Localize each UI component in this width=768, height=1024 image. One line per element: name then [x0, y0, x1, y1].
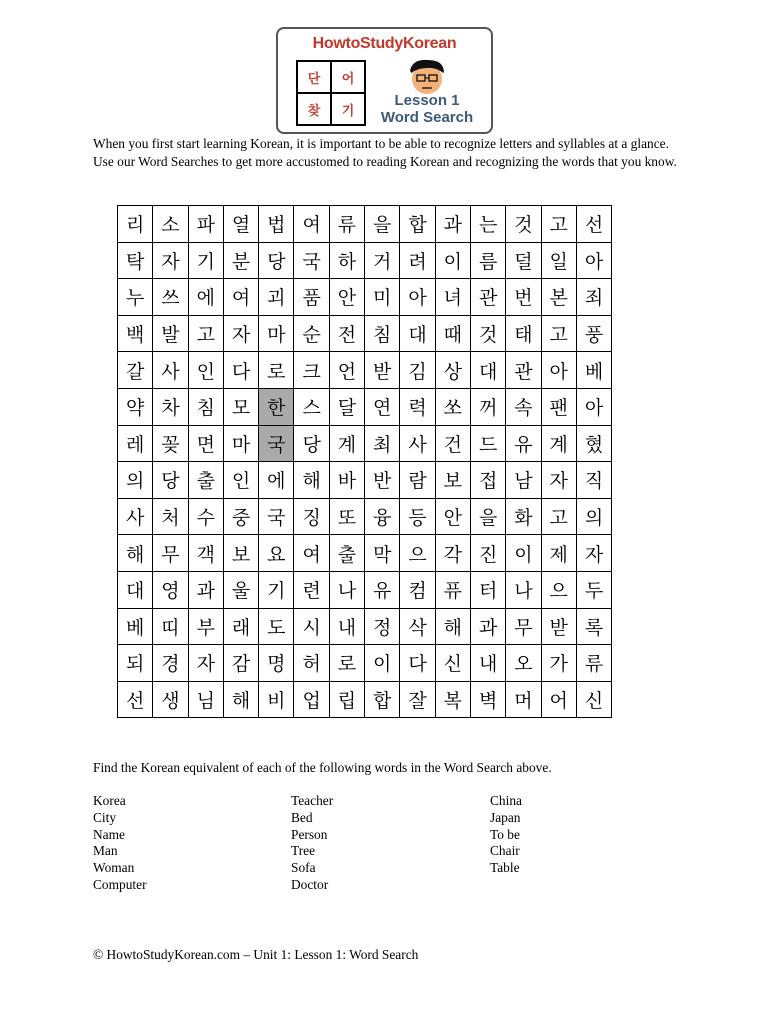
- grid-cell[interactable]: 진: [470, 535, 505, 572]
- grid-cell[interactable]: 미: [365, 279, 400, 316]
- grid-cell[interactable]: 다: [223, 352, 258, 389]
- grid-cell[interactable]: 면: [188, 425, 223, 462]
- grid-cell[interactable]: 신: [435, 645, 470, 682]
- grid-cell[interactable]: 아: [576, 242, 611, 279]
- grid-cell[interactable]: 선: [118, 681, 153, 718]
- grid-cell[interactable]: 죄: [576, 279, 611, 316]
- logo-syllable-grid: [296, 60, 366, 126]
- grid-cell[interactable]: 하: [329, 242, 364, 279]
- grid-cell[interactable]: 출: [329, 535, 364, 572]
- grid-cell[interactable]: 달: [329, 388, 364, 425]
- grid-cell[interactable]: 을: [365, 206, 400, 243]
- grid-cell[interactable]: 로: [329, 645, 364, 682]
- grid-cell[interactable]: 덜: [506, 242, 541, 279]
- grid-cell[interactable]: 한: [259, 388, 294, 425]
- grid-cell[interactable]: 내: [329, 608, 364, 645]
- grid-row: [118, 498, 612, 535]
- grid-cell[interactable]: 유: [506, 425, 541, 462]
- grid-cell[interactable]: 과: [435, 206, 470, 243]
- grid-cell[interactable]: 태: [506, 315, 541, 352]
- grid-cell[interactable]: 안: [435, 498, 470, 535]
- grid-row: [118, 425, 612, 462]
- grid-cell[interactable]: 나: [329, 571, 364, 608]
- grid-cell[interactable]: 머: [506, 681, 541, 718]
- grid-cell[interactable]: 대: [118, 571, 153, 608]
- grid-cell[interactable]: 받: [365, 352, 400, 389]
- grid-cell[interactable]: 거: [365, 242, 400, 279]
- grid-cell[interactable]: 대: [400, 315, 435, 352]
- grid-cell[interactable]: 아: [541, 352, 576, 389]
- grid-cell[interactable]: 것: [470, 315, 505, 352]
- grid-cell[interactable]: 당: [294, 425, 329, 462]
- grid-cell[interactable]: 접: [470, 462, 505, 499]
- grid-cell[interactable]: 최: [365, 425, 400, 462]
- grid-cell[interactable]: 허: [294, 645, 329, 682]
- grid-cell[interactable]: 에: [259, 462, 294, 499]
- grid-cell[interactable]: 침: [188, 388, 223, 425]
- word-list-item: Sofa: [291, 860, 316, 876]
- logo-title: HowtoStudyKorean: [312, 35, 457, 52]
- mascot-face-icon: [402, 57, 450, 97]
- grid-row: [118, 352, 612, 389]
- grid-cell[interactable]: 도: [259, 608, 294, 645]
- grid-row: [118, 571, 612, 608]
- grid-cell[interactable]: 고: [541, 315, 576, 352]
- grid-cell[interactable]: 김: [400, 352, 435, 389]
- grid-cell[interactable]: 해: [223, 681, 258, 718]
- grid-cell[interactable]: 번: [506, 279, 541, 316]
- grid-cell[interactable]: 합: [400, 206, 435, 243]
- grid-cell[interactable]: 벽: [470, 681, 505, 718]
- grid-cell[interactable]: 감: [223, 645, 258, 682]
- grid-cell[interactable]: 리: [118, 206, 153, 243]
- grid-cell[interactable]: 려: [400, 242, 435, 279]
- grid-cell[interactable]: 갈: [118, 352, 153, 389]
- grid-cell[interactable]: 레: [118, 425, 153, 462]
- grid-cell[interactable]: 해: [435, 608, 470, 645]
- grid-cell[interactable]: 모: [223, 388, 258, 425]
- grid-cell[interactable]: 삭: [400, 608, 435, 645]
- word-list-column-3: [490, 793, 522, 877]
- word-list-column-1: [93, 793, 147, 894]
- grid-cell[interactable]: 력: [400, 388, 435, 425]
- grid-cell[interactable]: 여: [223, 279, 258, 316]
- grid-cell[interactable]: 혔: [576, 425, 611, 462]
- grid-cell[interactable]: 상: [435, 352, 470, 389]
- word-list-item: China: [490, 793, 522, 808]
- grid-cell[interactable]: 내: [470, 645, 505, 682]
- grid-cell[interactable]: 스: [294, 388, 329, 425]
- grid-cell[interactable]: 자: [188, 645, 223, 682]
- grid-cell[interactable]: 류: [576, 645, 611, 682]
- grid-cell[interactable]: 나: [506, 571, 541, 608]
- word-search-grid: [117, 205, 612, 718]
- grid-cell[interactable]: 베: [118, 608, 153, 645]
- grid-cell[interactable]: 화: [506, 498, 541, 535]
- word-list-item: Teacher: [291, 793, 334, 808]
- logo-subtitle: Word Search: [380, 109, 474, 126]
- grid-cell[interactable]: 수: [188, 498, 223, 535]
- grid-cell[interactable]: 계: [541, 425, 576, 462]
- grid-row: [118, 645, 612, 682]
- grid-cell[interactable]: 으: [541, 571, 576, 608]
- grid-cell[interactable]: 기: [188, 242, 223, 279]
- grid-cell[interactable]: 마: [223, 425, 258, 462]
- grid-cell[interactable]: 여: [294, 535, 329, 572]
- word-list-item: To be: [490, 826, 520, 842]
- word-list-item: Doctor: [291, 876, 329, 892]
- grid-cell[interactable]: 인: [188, 352, 223, 389]
- word-list-item: Name: [93, 826, 125, 842]
- grid-cell[interactable]: 순: [294, 315, 329, 352]
- grid-cell[interactable]: 로: [259, 352, 294, 389]
- grid-row: [118, 388, 612, 425]
- grid-cell[interactable]: 으: [400, 535, 435, 572]
- grid-cell[interactable]: 쏘: [435, 388, 470, 425]
- grid-cell[interactable]: 사: [153, 352, 188, 389]
- grid-cell[interactable]: 직: [576, 462, 611, 499]
- grid-cell[interactable]: 탁: [118, 242, 153, 279]
- grid-cell[interactable]: 당: [153, 462, 188, 499]
- grid-cell[interactable]: 드: [470, 425, 505, 462]
- grid-cell[interactable]: 이: [365, 645, 400, 682]
- grid-cell[interactable]: 아: [576, 388, 611, 425]
- grid-cell[interactable]: 반: [365, 462, 400, 499]
- grid-cell[interactable]: 가: [541, 645, 576, 682]
- grid-cell[interactable]: 복: [435, 681, 470, 718]
- grid-cell[interactable]: 이: [506, 535, 541, 572]
- grid-cell[interactable]: 과: [470, 608, 505, 645]
- grid-cell[interactable]: 국: [294, 242, 329, 279]
- grid-cell[interactable]: 사: [400, 425, 435, 462]
- grid-cell[interactable]: 또: [329, 498, 364, 535]
- word-list-item: Korea: [93, 793, 126, 808]
- grid-cell[interactable]: 여: [294, 206, 329, 243]
- grid-cell[interactable]: 고: [188, 315, 223, 352]
- grid-cell[interactable]: 고: [541, 206, 576, 243]
- grid-cell[interactable]: 두: [576, 571, 611, 608]
- grid-row: [118, 206, 612, 243]
- grid-cell[interactable]: 남: [506, 462, 541, 499]
- grid-cell[interactable]: 보: [435, 462, 470, 499]
- word-list-item: Japan: [490, 809, 521, 825]
- grid-cell[interactable]: 어: [541, 681, 576, 718]
- grid-cell[interactable]: 등: [400, 498, 435, 535]
- grid-cell[interactable]: 자: [576, 535, 611, 572]
- grid-cell[interactable]: 컴: [400, 571, 435, 608]
- logo-syllable: 기: [331, 93, 365, 125]
- grid-cell[interactable]: 경: [153, 645, 188, 682]
- grid-cell[interactable]: 파: [188, 206, 223, 243]
- grid-cell[interactable]: 요: [259, 535, 294, 572]
- footer-copyright: © HowtoStudyKorean.com – Unit 1: Lesson 1: Word Search: [93, 947, 419, 962]
- grid-cell[interactable]: 발: [153, 315, 188, 352]
- grid-cell[interactable]: 보: [223, 535, 258, 572]
- grid-cell[interactable]: 다: [400, 645, 435, 682]
- grid-cell[interactable]: 아: [400, 279, 435, 316]
- grid-cell[interactable]: 계: [329, 425, 364, 462]
- grid-cell[interactable]: 이: [435, 242, 470, 279]
- grid-row: [118, 242, 612, 279]
- grid-cell[interactable]: 마: [259, 315, 294, 352]
- grid-cell[interactable]: 합: [365, 681, 400, 718]
- grid-cell[interactable]: 열: [223, 206, 258, 243]
- word-list-item: City: [93, 809, 117, 825]
- grid-cell[interactable]: 전: [329, 315, 364, 352]
- grid-cell[interactable]: 띠: [153, 608, 188, 645]
- grid-cell[interactable]: 람: [400, 462, 435, 499]
- grid-cell[interactable]: 꺼: [470, 388, 505, 425]
- word-list-item: Man: [93, 843, 118, 859]
- grid-cell[interactable]: 연: [365, 388, 400, 425]
- grid-cell[interactable]: 잘: [400, 681, 435, 718]
- grid-row: [118, 315, 612, 352]
- logo-syllable: 어: [331, 61, 365, 93]
- grid-cell[interactable]: 선: [576, 206, 611, 243]
- grid-cell[interactable]: 안: [329, 279, 364, 316]
- grid-cell[interactable]: 침: [365, 315, 400, 352]
- grid-cell[interactable]: 차: [153, 388, 188, 425]
- logo-syllable: 단: [297, 61, 331, 93]
- grid-cell[interactable]: 막: [365, 535, 400, 572]
- grid-cell[interactable]: 의: [576, 498, 611, 535]
- grid-cell[interactable]: 소: [153, 206, 188, 243]
- grid-cell[interactable]: 본: [541, 279, 576, 316]
- grid-cell[interactable]: 자: [541, 462, 576, 499]
- word-list-item: Tree: [291, 843, 316, 859]
- grid-cell[interactable]: 인: [223, 462, 258, 499]
- grid-cell[interactable]: 름: [470, 242, 505, 279]
- grid-cell[interactable]: 시: [294, 608, 329, 645]
- grid-cell[interactable]: 영: [153, 571, 188, 608]
- grid-cell[interactable]: 속: [506, 388, 541, 425]
- word-list-item: Chair: [490, 843, 520, 859]
- grid-cell[interactable]: 생: [153, 681, 188, 718]
- grid-cell[interactable]: 고: [541, 498, 576, 535]
- grid-cell[interactable]: 업: [294, 681, 329, 718]
- grid-cell[interactable]: 해: [294, 462, 329, 499]
- grid-cell[interactable]: 는: [470, 206, 505, 243]
- grid-cell[interactable]: 기: [259, 571, 294, 608]
- grid-cell[interactable]: 분: [223, 242, 258, 279]
- grid-cell[interactable]: 되: [118, 645, 153, 682]
- grid-cell[interactable]: 때: [435, 315, 470, 352]
- logo-lesson: Lesson 1: [394, 92, 460, 109]
- grid-cell[interactable]: 무: [506, 608, 541, 645]
- grid-cell[interactable]: 자: [153, 242, 188, 279]
- grid-cell[interactable]: 녀: [435, 279, 470, 316]
- grid-cell[interactable]: 괴: [259, 279, 294, 316]
- grid-cell[interactable]: 것: [506, 206, 541, 243]
- grid-cell[interactable]: 립: [329, 681, 364, 718]
- logo-syllable: 찾: [297, 93, 331, 125]
- grid-cell[interactable]: 관: [506, 352, 541, 389]
- grid-row: [118, 681, 612, 718]
- grid-cell[interactable]: 징: [294, 498, 329, 535]
- grid-cell[interactable]: 약: [118, 388, 153, 425]
- grid-cell[interactable]: 중: [223, 498, 258, 535]
- grid-cell[interactable]: 부: [188, 608, 223, 645]
- grid-cell[interactable]: 자: [223, 315, 258, 352]
- grid-cell[interactable]: 각: [435, 535, 470, 572]
- grid-cell[interactable]: 퓨: [435, 571, 470, 608]
- grid-cell[interactable]: 에: [188, 279, 223, 316]
- grid-cell[interactable]: 해: [118, 535, 153, 572]
- find-instruction: Find the Korean equivalent of each of the following words in the Word Search above.: [93, 760, 552, 775]
- grid-cell[interactable]: 유: [365, 571, 400, 608]
- grid-cell[interactable]: 베: [576, 352, 611, 389]
- grid-cell[interactable]: 터: [470, 571, 505, 608]
- grid-cell[interactable]: 오: [506, 645, 541, 682]
- grid-cell[interactable]: 쓰: [153, 279, 188, 316]
- grid-cell[interactable]: 사: [118, 498, 153, 535]
- grid-cell[interactable]: 당: [259, 242, 294, 279]
- grid-cell[interactable]: 관: [470, 279, 505, 316]
- grid-row: [118, 462, 612, 499]
- word-list-item: Table: [490, 860, 520, 876]
- grid-cell[interactable]: 비: [259, 681, 294, 718]
- grid-cell[interactable]: 처: [153, 498, 188, 535]
- grid-cell[interactable]: 크: [294, 352, 329, 389]
- grid-cell[interactable]: 풍: [576, 315, 611, 352]
- logo-box: [276, 27, 493, 134]
- grid-cell[interactable]: 국: [259, 498, 294, 535]
- grid-cell[interactable]: 품: [294, 279, 329, 316]
- grid-cell[interactable]: 융: [365, 498, 400, 535]
- grid-cell[interactable]: 의: [118, 462, 153, 499]
- grid-cell[interactable]: 님: [188, 681, 223, 718]
- grid-row: [118, 279, 612, 316]
- grid-cell[interactable]: 꽂: [153, 425, 188, 462]
- word-list-item: Computer: [93, 876, 147, 892]
- grid-cell[interactable]: 받: [541, 608, 576, 645]
- grid-cell[interactable]: 언: [329, 352, 364, 389]
- grid-cell[interactable]: 누: [118, 279, 153, 316]
- grid-cell[interactable]: 과: [188, 571, 223, 608]
- grid-cell[interactable]: 제: [541, 535, 576, 572]
- grid-cell[interactable]: 록: [576, 608, 611, 645]
- grid-cell[interactable]: 류: [329, 206, 364, 243]
- word-list-item: Person: [291, 826, 328, 842]
- grid-cell[interactable]: 건: [435, 425, 470, 462]
- grid-cell[interactable]: 무: [153, 535, 188, 572]
- grid-cell[interactable]: 을: [470, 498, 505, 535]
- grid-cell[interactable]: 일: [541, 242, 576, 279]
- grid-cell[interactable]: 정: [365, 608, 400, 645]
- grid-cell[interactable]: 팬: [541, 388, 576, 425]
- grid-cell[interactable]: 백: [118, 315, 153, 352]
- grid-row: [118, 535, 612, 572]
- grid-cell[interactable]: 련: [294, 571, 329, 608]
- grid-cell[interactable]: 객: [188, 535, 223, 572]
- grid-cell[interactable]: 명: [259, 645, 294, 682]
- grid-cell[interactable]: 바: [329, 462, 364, 499]
- word-list-column-2: [291, 793, 333, 894]
- word-list-item: Bed: [291, 809, 313, 825]
- grid-cell[interactable]: 래: [223, 608, 258, 645]
- word-list-item: Woman: [93, 860, 135, 876]
- grid-row: [118, 608, 612, 645]
- grid-cell[interactable]: 대: [470, 352, 505, 389]
- grid-cell[interactable]: 법: [259, 206, 294, 243]
- grid-cell[interactable]: 출: [188, 462, 223, 499]
- grid-cell[interactable]: 신: [576, 681, 611, 718]
- intro-paragraph: When you first start learning Korean, it is important to be able to recognize letters and syllables at a glance. Use our Word Searches to get more accustomed to reading Korean and recognizing the words that you know.: [93, 136, 677, 169]
- grid-cell[interactable]: 국: [259, 425, 294, 462]
- grid-cell[interactable]: 울: [223, 571, 258, 608]
